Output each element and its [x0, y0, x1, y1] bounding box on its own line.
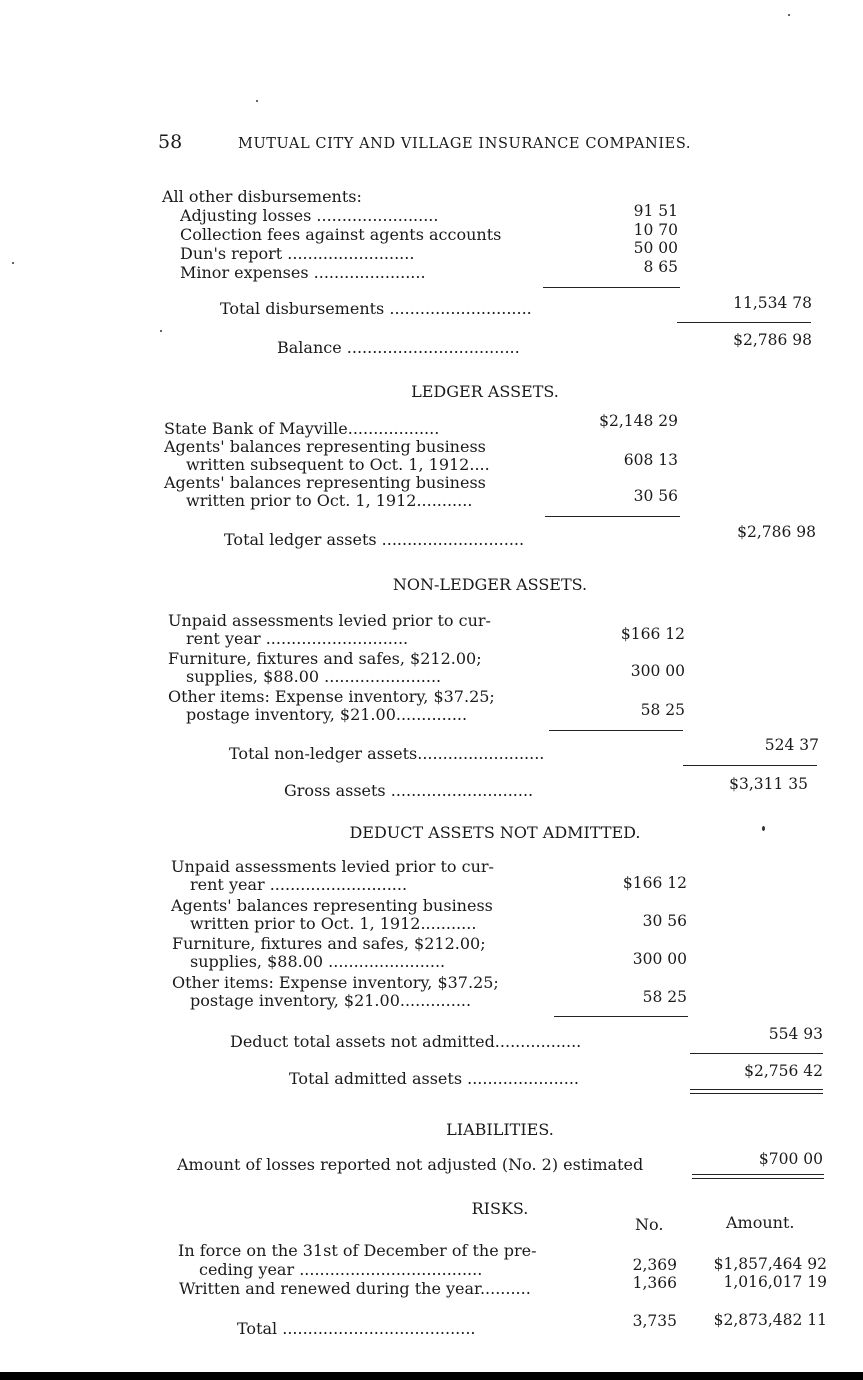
disbursement-value: 8 65: [643, 258, 678, 276]
page-number: 58: [158, 131, 183, 153]
not-admitted-row-line: Agents' balances representing business: [171, 896, 493, 915]
risks-row-line: Written and renewed during the year..........: [179, 1279, 531, 1298]
not-admitted-row-line: rent year ...........................: [190, 875, 408, 894]
risks-total-amount: $2,873,482 11: [713, 1311, 827, 1329]
risks-row-line: ceding year ....................................: [199, 1260, 483, 1279]
ledger-row-value: $2,148 29: [599, 412, 678, 430]
double-rule: [692, 1174, 824, 1179]
total-rule: [690, 1053, 823, 1054]
ledger-row-line: Agents' balances representing business: [164, 473, 486, 492]
ledger-row-line: State Bank of Mayville..................: [164, 419, 440, 438]
not-admitted-row-value: $166 12: [622, 874, 687, 892]
admitted-total-value: $2,756 42: [744, 1062, 823, 1080]
scan-bottom-edge: [0, 1372, 863, 1380]
not-admitted-row-line: postage inventory, $21.00..............: [190, 991, 472, 1010]
subtotal-rule: [543, 287, 680, 288]
balance-value: $2,786 98: [733, 331, 812, 349]
scan-speck: [762, 826, 765, 831]
deduct-total-value: 554 93: [768, 1025, 823, 1043]
total-disbursements-value: 11,534 78: [733, 294, 812, 312]
not-admitted-row-line: Unpaid assessments levied prior to cur-: [171, 857, 494, 876]
scan-speck: [12, 262, 14, 264]
risks-col-amount: Amount.: [726, 1213, 795, 1232]
liabilities-value: $700 00: [758, 1150, 823, 1168]
not-admitted-row-line: supplies, $88.00 .......................: [190, 952, 446, 971]
total-non-ledger-value: 524 37: [764, 736, 819, 754]
liabilities-label: Amount of losses reported not adjusted (No. 2) estimated: [177, 1155, 644, 1174]
non-ledger-row-value: $166 12: [620, 625, 685, 643]
non-ledger-row-line: postage inventory, $21.00..............: [186, 705, 468, 724]
disbursement-label: Minor expenses ......................: [180, 263, 426, 282]
risks-row-no: 2,369: [632, 1256, 677, 1274]
ledger-row-value: 30 56: [633, 487, 678, 505]
balance-label: Balance ..................................: [277, 338, 520, 357]
non-ledger-row-line: Unpaid assessments levied prior to cur-: [168, 611, 491, 630]
risks-row-amount: 1,016,017 19: [723, 1273, 827, 1291]
non-ledger-row-value: 300 00: [630, 662, 685, 680]
admitted-total-label: Total admitted assets ......................: [289, 1069, 580, 1088]
total-rule: [677, 322, 811, 323]
non-ledger-row-line: Other items: Expense inventory, $37.25;: [168, 687, 495, 706]
total-ledger-value: $2,786 98: [737, 523, 816, 541]
disbursement-value: 10 70: [633, 221, 678, 239]
disbursement-label: Dun's report .........................: [180, 244, 415, 263]
non-ledger-heading: NON-LEDGER ASSETS.: [392, 575, 588, 594]
disbursement-label: Collection fees against agents accounts: [180, 225, 502, 244]
disbursements-intro: All other disbursements:: [162, 187, 362, 206]
scan-speck: [256, 100, 258, 102]
subtotal-rule: [545, 516, 680, 517]
risks-row-amount: $1,857,464 92: [713, 1255, 827, 1273]
scan-speck: [788, 14, 790, 16]
deduct-total-label: Deduct total assets not admitted.................: [230, 1032, 582, 1051]
risks-row-line: In force on the 31st of December of the pre-: [178, 1241, 537, 1260]
risks-total-no: 3,735: [632, 1312, 677, 1330]
disbursement-label: Adjusting losses ........................: [180, 206, 439, 225]
not-admitted-heading: DEDUCT ASSETS NOT ADMITTED.: [349, 823, 641, 842]
total-non-ledger-label: Total non-ledger assets.........................: [229, 744, 545, 763]
not-admitted-row-line: Furniture, fixtures and safes, $212.00;: [172, 934, 486, 953]
total-disbursements-label: Total disbursements ............................: [220, 299, 532, 318]
ledger-row-value: 608 13: [623, 451, 678, 469]
not-admitted-row-value: 58 25: [642, 988, 687, 1006]
not-admitted-row-line: Other items: Expense inventory, $37.25;: [172, 973, 499, 992]
ledger-row-line: written subsequent to Oct. 1, 1912....: [186, 455, 490, 474]
ledger-assets-heading: LEDGER ASSETS.: [411, 382, 559, 401]
total-rule: [683, 765, 817, 766]
risks-row-no: 1,366: [632, 1274, 677, 1292]
risks-total-label: Total ......................................: [237, 1319, 476, 1338]
not-admitted-row-value: 30 56: [642, 912, 687, 930]
total-ledger-label: Total ledger assets ............................: [224, 530, 525, 549]
non-ledger-row-line: rent year ............................: [186, 629, 409, 648]
non-ledger-row-line: Furniture, fixtures and safes, $212.00;: [168, 649, 482, 668]
not-admitted-row-line: written prior to Oct. 1, 1912...........: [190, 914, 477, 933]
double-rule: [690, 1089, 823, 1094]
scan-speck: [160, 330, 162, 332]
not-admitted-row-value: 300 00: [632, 950, 687, 968]
ledger-row-line: Agents' balances representing business: [164, 437, 486, 456]
disbursement-value: 50 00: [633, 239, 678, 257]
disbursement-value: 91 51: [633, 202, 678, 220]
gross-assets-value: $3,311 35: [729, 775, 808, 793]
non-ledger-row-line: supplies, $88.00 .......................: [186, 667, 442, 686]
subtotal-rule: [554, 1016, 688, 1017]
liabilities-heading: LIABILITIES.: [446, 1120, 554, 1139]
risks-heading: RISKS.: [471, 1199, 529, 1218]
gross-assets-label: Gross assets ............................: [284, 781, 534, 800]
non-ledger-row-value: 58 25: [640, 701, 685, 719]
risks-col-no: No.: [635, 1215, 664, 1234]
running-title: MUTUAL CITY AND VILLAGE INSURANCE COMPANIES.: [238, 136, 692, 152]
ledger-row-line: written prior to Oct. 1, 1912...........: [186, 491, 473, 510]
subtotal-rule: [549, 730, 683, 731]
